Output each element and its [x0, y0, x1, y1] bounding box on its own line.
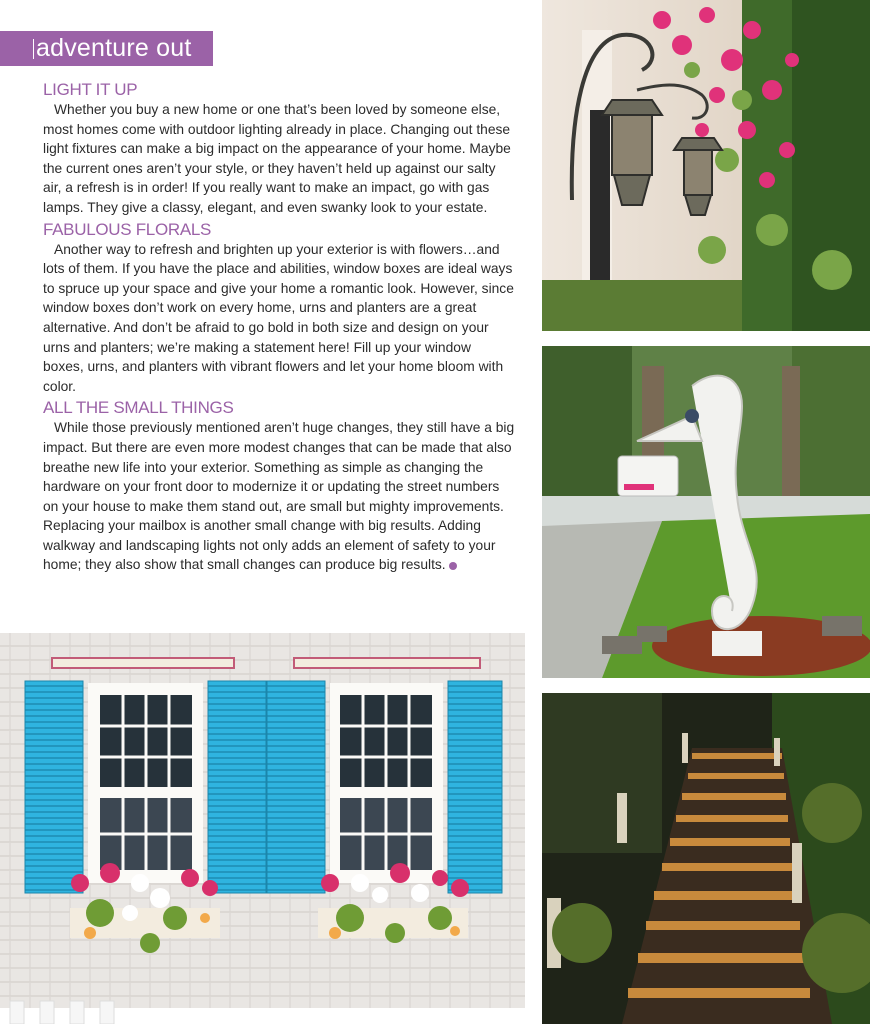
banner-label: adventure out: [36, 34, 192, 62]
paragraph-small-things-text: While those previously mentioned aren’t huge changes, they still have a big impact. But there are even more modest changes that can be made that also breathe new life into your exterior. Something as simple as changing the hardware on your front door to modernize it or updating the street numbers on your house to make them stand out, are small but mighty improvements. Replacing your mailbox is another small change with big results. Adding walkway and landscaping lights not only adds an element of safety to your home; they also show that small changes can produce big results.: [43, 420, 515, 573]
end-mark-icon: P: [449, 562, 457, 570]
seahorse-mailbox-photo: [542, 346, 870, 678]
banner-divider: [33, 39, 34, 59]
heading-small-things: ALL THE SMALL THINGS: [43, 398, 234, 418]
paragraph-small-things: [43, 418, 515, 575]
window-boxes-photo: [0, 633, 525, 1024]
gas-lamps-photo: [542, 0, 870, 331]
heading-fabulous-florals: FABULOUS FLORALS: [43, 219, 212, 239]
heading-light-it-up: LIGHT IT UP: [43, 80, 138, 99]
lit-walkway-photo: [542, 693, 870, 1024]
paragraph-light-it-up: Whether you buy a new home or one that’s been loved by someone else, most homes come with outdoor lighting already in place. Changing out these light fixtures can make a big impact on the appearance of your home. Maybe the current ones aren’t your style, or they haven’t held up against our salty air, a refresh is in order! If you really want to make an impact, go with gas lamps. They give a classy, elegant, and even swanky look to your estate.: [43, 102, 511, 215]
section-banner: [0, 31, 213, 66]
article-column: [43, 80, 515, 577]
paragraph-fabulous-florals: Another way to refresh and brighten up your exterior is with flowers…and lots of them. If you have the place and abilities, window boxes are ideal ways to spruce up your space and give your home a romantic look. However, since window boxes don’t work on every home, urns and planters are a great alternative. And don’t be afraid to go bold in both size and design on your urns and planters; we’re making a statement here! Fill up your window boxes, urns, and planters with vibrant flowers and let your home bloom with color.: [43, 241, 514, 394]
